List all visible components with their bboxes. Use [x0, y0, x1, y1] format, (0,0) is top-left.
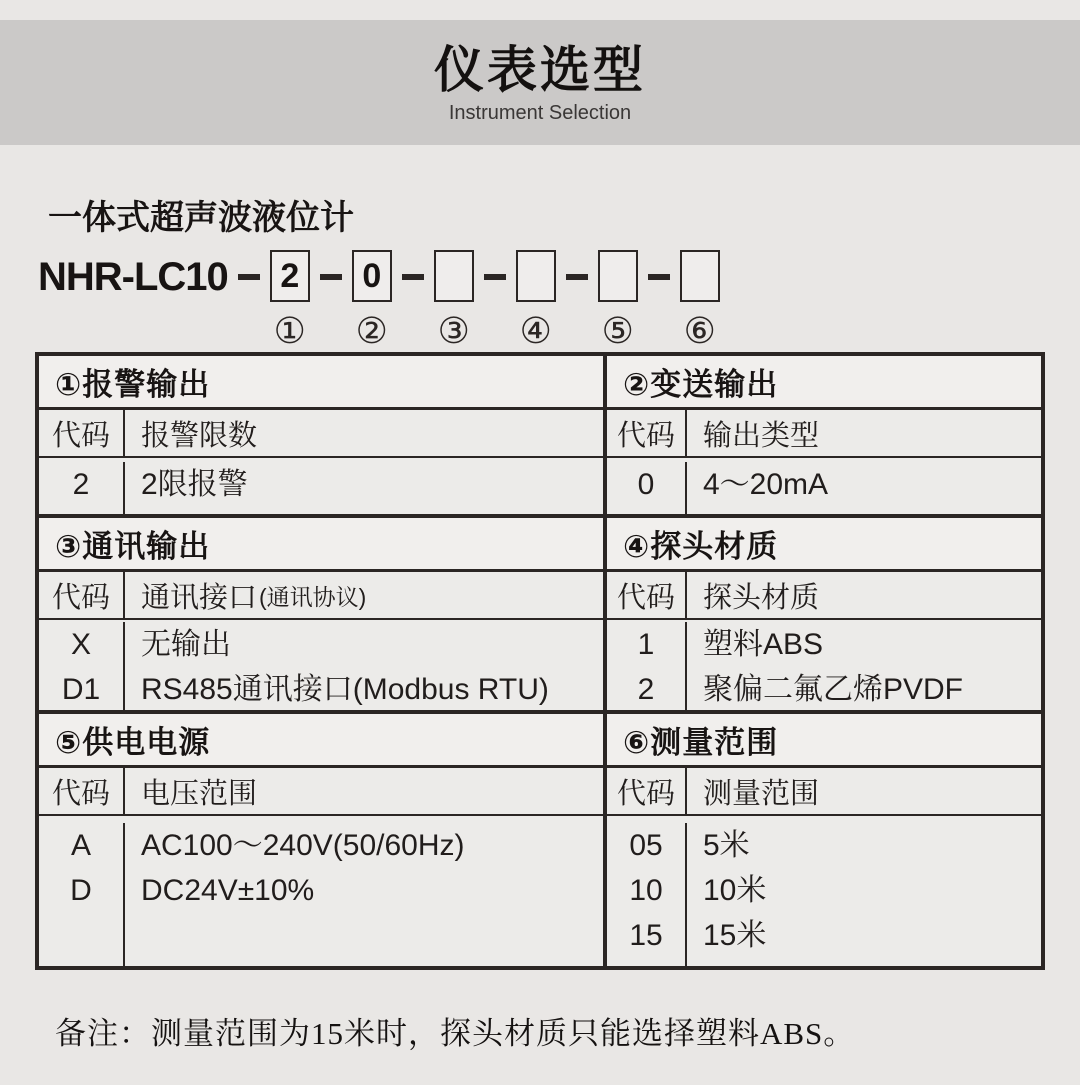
footnote: 备注：测量范围为15米时，探头材质只能选择塑料ABS。 — [55, 1016, 856, 1051]
code-value: D — [70, 874, 92, 907]
column-header-row — [39, 768, 603, 816]
code-value: 0 — [637, 468, 655, 501]
desc-value: AC100～240V(50/60Hz) — [141, 829, 465, 862]
table-row-group — [607, 620, 1041, 710]
code-value: A — [70, 829, 91, 862]
code-header-cell: 代码 — [39, 410, 125, 456]
desc-value: RS485通讯接口(Modbus RTU) — [141, 673, 549, 706]
code-value: 2 — [637, 673, 655, 706]
code-header-cell: 代码 — [607, 768, 687, 814]
desc-value: 10米 — [703, 874, 767, 907]
desc-header-cell: 探头材质 — [703, 581, 820, 614]
table-row-group — [39, 816, 603, 966]
desc-cell — [687, 823, 1041, 966]
page-title: 仪表选型 — [434, 41, 646, 98]
model-code-slot-6 — [680, 250, 720, 350]
page-subtitle: Instrument Selection — [448, 101, 632, 124]
model-code-line — [38, 250, 720, 350]
model-code-box-3 — [434, 250, 474, 302]
table-row — [39, 458, 603, 514]
model-code-slot-2 — [352, 250, 392, 350]
code-value: 05 — [629, 829, 663, 862]
section-title: ①报警输出 — [39, 356, 603, 410]
code-cell — [39, 823, 125, 966]
code-header-cell: 代码 — [607, 572, 687, 618]
section-title: ⑤供电电源 — [39, 714, 603, 768]
code-value: D1 — [61, 673, 101, 706]
section-communication-output — [39, 514, 603, 710]
desc-header-cell: 输出类型 — [703, 419, 820, 452]
column-header-row — [39, 572, 603, 620]
code-cell — [39, 622, 125, 710]
desc-header-cell: 测量范围 — [703, 777, 820, 810]
code-value: 10 — [629, 874, 663, 907]
selection-table — [35, 352, 1045, 970]
code-header-cell: 代码 — [607, 410, 687, 456]
section-power-supply — [39, 710, 603, 966]
product-name: 一体式超声波液位计 — [48, 199, 354, 237]
section-measuring-range — [607, 710, 1041, 966]
code-cell — [607, 462, 687, 514]
section-title: ⑥测量范围 — [607, 714, 1041, 768]
desc-cell — [125, 622, 603, 710]
selection-table-left-column — [39, 356, 605, 966]
model-code-slot-5 — [598, 250, 638, 350]
code-cell — [607, 823, 687, 966]
model-code-slot-3 — [434, 250, 474, 350]
model-code-slot-4 — [516, 250, 556, 350]
table-row-group — [39, 620, 603, 710]
desc-header-cell: 报警限数 — [141, 419, 258, 452]
desc-cell — [687, 462, 1041, 514]
dash-separator — [402, 274, 424, 280]
circled-number-1: ① — [273, 310, 306, 351]
dash-separator — [320, 274, 342, 280]
selection-table-right-column — [605, 356, 1041, 966]
dash-separator — [484, 274, 506, 280]
section-title: ②变送输出 — [607, 356, 1041, 410]
section-title: ③通讯输出 — [39, 518, 603, 572]
section-alarm-output — [39, 356, 603, 514]
column-header-row — [39, 410, 603, 458]
model-code-box-4 — [516, 250, 556, 302]
desc-header-cell: 电压范围 — [141, 777, 258, 810]
model-code-box-2: 0 — [352, 250, 392, 302]
desc-cell — [687, 622, 1041, 710]
circled-number-5: ⑤ — [601, 310, 634, 351]
model-code-slot-1 — [270, 250, 310, 350]
page-header — [0, 20, 1080, 145]
section-title: ④探头材质 — [607, 518, 1041, 572]
desc-header-main: 通讯接口 — [141, 581, 258, 614]
section-transmitter-output — [607, 356, 1041, 514]
code-value: 2 — [72, 468, 90, 501]
circled-number-6: ⑥ — [683, 310, 716, 351]
desc-value: DC24V±10% — [141, 874, 315, 907]
circled-number-4: ④ — [519, 310, 552, 351]
desc-cell — [125, 823, 603, 966]
dash-separator — [566, 274, 588, 280]
circled-number-2: ② — [355, 310, 388, 351]
model-prefix: NHR-LC10 — [38, 255, 228, 299]
code-value: X — [70, 628, 91, 661]
code-header-cell: 代码 — [39, 768, 125, 814]
table-row — [607, 458, 1041, 514]
model-code-box-5 — [598, 250, 638, 302]
code-cell — [607, 622, 687, 710]
model-code-box-6 — [680, 250, 720, 302]
desc-value: 聚偏二氟乙烯PVDF — [703, 673, 964, 706]
circled-number-3: ③ — [437, 310, 470, 351]
column-header-row — [607, 768, 1041, 816]
desc-header-cell — [125, 572, 603, 618]
code-cell — [39, 462, 125, 514]
code-value: 1 — [637, 628, 655, 661]
column-header-row — [607, 572, 1041, 620]
desc-value: 4～20mA — [703, 468, 829, 501]
dash-separator — [648, 274, 670, 280]
desc-value: 无输出 — [141, 628, 231, 661]
model-code-box-1: 2 — [270, 250, 310, 302]
code-header-cell: 代码 — [39, 572, 125, 618]
desc-value: 15米 — [703, 919, 767, 952]
dash-separator — [238, 274, 260, 280]
section-probe-material — [607, 514, 1041, 710]
column-header-row — [607, 410, 1041, 458]
desc-header-sub: (通讯协议) — [259, 583, 367, 610]
desc-value: 5米 — [703, 829, 750, 862]
desc-value: 2限报警 — [141, 468, 248, 501]
desc-cell — [125, 462, 603, 514]
desc-value: 塑料ABS — [703, 628, 824, 661]
table-row-group — [607, 816, 1041, 966]
code-value: 15 — [629, 919, 663, 952]
